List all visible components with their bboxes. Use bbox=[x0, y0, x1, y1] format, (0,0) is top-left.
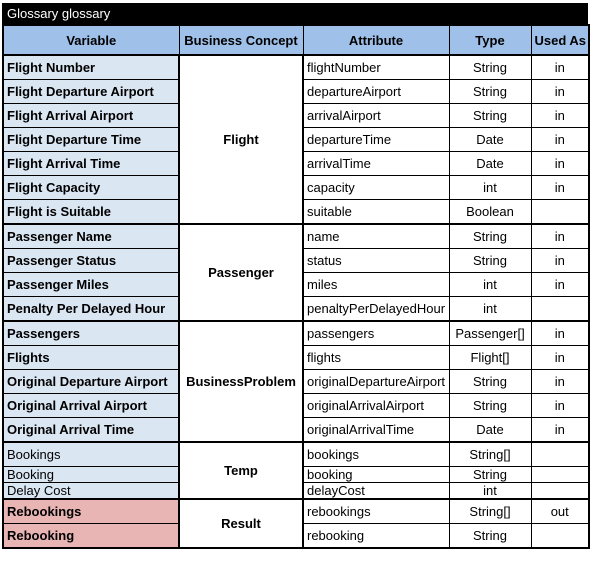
attribute-cell: rebookings bbox=[303, 499, 449, 524]
business-concept-cell: Flight bbox=[179, 55, 303, 224]
type-cell: int bbox=[449, 176, 531, 200]
header-row bbox=[3, 25, 589, 55]
table-row bbox=[3, 499, 589, 524]
variable-cell: Rebookings bbox=[3, 499, 179, 524]
attribute-cell: penaltyPerDelayedHour bbox=[303, 297, 449, 322]
glossary-table bbox=[2, 24, 590, 549]
type-cell: int bbox=[449, 297, 531, 322]
variable-cell: Passenger Miles bbox=[3, 273, 179, 297]
business-concept-cell: BusinessProblem bbox=[179, 321, 303, 442]
variable-cell: Flight Capacity bbox=[3, 176, 179, 200]
attribute-cell: rebooking bbox=[303, 524, 449, 549]
glossary-sheet bbox=[2, 3, 588, 549]
attribute-cell: bookings bbox=[303, 442, 449, 467]
used-as-cell: in bbox=[531, 321, 589, 346]
variable-cell: Penalty Per Delayed Hour bbox=[3, 297, 179, 322]
used-as-cell bbox=[531, 483, 589, 500]
variable-cell: Delay Cost bbox=[3, 483, 179, 500]
glossary-body bbox=[3, 55, 589, 548]
type-cell: String bbox=[449, 80, 531, 104]
variable-cell: Booking bbox=[3, 467, 179, 483]
variable-cell: Original Departure Airport bbox=[3, 370, 179, 394]
header-used-as: Used As bbox=[531, 25, 589, 55]
variable-cell: Flight Departure Time bbox=[3, 128, 179, 152]
variable-cell: Original Arrival Airport bbox=[3, 394, 179, 418]
header-attribute: Attribute bbox=[303, 25, 449, 55]
type-cell: String bbox=[449, 524, 531, 549]
type-cell: String bbox=[449, 224, 531, 249]
business-concept-cell: Passenger bbox=[179, 224, 303, 321]
variable-cell: Original Arrival Time bbox=[3, 418, 179, 443]
attribute-cell: departureAirport bbox=[303, 80, 449, 104]
attribute-cell: passengers bbox=[303, 321, 449, 346]
used-as-cell: in bbox=[531, 224, 589, 249]
used-as-cell: in bbox=[531, 104, 589, 128]
variable-cell: Bookings bbox=[3, 442, 179, 467]
used-as-cell bbox=[531, 297, 589, 322]
type-cell: String bbox=[449, 394, 531, 418]
used-as-cell bbox=[531, 442, 589, 467]
attribute-cell: arrivalTime bbox=[303, 152, 449, 176]
variable-cell: Passenger Name bbox=[3, 224, 179, 249]
type-cell: String[] bbox=[449, 499, 531, 524]
business-concept-cell: Result bbox=[179, 499, 303, 548]
attribute-cell: status bbox=[303, 249, 449, 273]
type-cell: String bbox=[449, 467, 531, 483]
used-as-cell: in bbox=[531, 152, 589, 176]
attribute-cell: name bbox=[303, 224, 449, 249]
used-as-cell: in bbox=[531, 128, 589, 152]
sheet-title: Glossary glossary bbox=[2, 3, 588, 24]
used-as-cell: in bbox=[531, 346, 589, 370]
type-cell: Date bbox=[449, 128, 531, 152]
type-cell: Date bbox=[449, 152, 531, 176]
variable-cell: Rebooking bbox=[3, 524, 179, 549]
header-variable: Variable bbox=[3, 25, 179, 55]
used-as-cell: in bbox=[531, 249, 589, 273]
type-cell: String[] bbox=[449, 442, 531, 467]
variable-cell: Flight Number bbox=[3, 55, 179, 80]
used-as-cell bbox=[531, 524, 589, 549]
variable-cell: Flight Arrival Time bbox=[3, 152, 179, 176]
attribute-cell: suitable bbox=[303, 200, 449, 225]
attribute-cell: capacity bbox=[303, 176, 449, 200]
attribute-cell: departureTime bbox=[303, 128, 449, 152]
attribute-cell: delayCost bbox=[303, 483, 449, 500]
header-business-concept: Business Concept bbox=[179, 25, 303, 55]
attribute-cell: booking bbox=[303, 467, 449, 483]
used-as-cell: in bbox=[531, 394, 589, 418]
used-as-cell: in bbox=[531, 80, 589, 104]
used-as-cell bbox=[531, 200, 589, 225]
used-as-cell: in bbox=[531, 370, 589, 394]
type-cell: int bbox=[449, 483, 531, 500]
table-row bbox=[3, 321, 589, 346]
type-cell: String bbox=[449, 104, 531, 128]
type-cell: String bbox=[449, 55, 531, 80]
table-row bbox=[3, 442, 589, 467]
variable-cell: Passenger Status bbox=[3, 249, 179, 273]
variable-cell: Passengers bbox=[3, 321, 179, 346]
used-as-cell: in bbox=[531, 176, 589, 200]
type-cell: Passenger[] bbox=[449, 321, 531, 346]
attribute-cell: originalArrivalTime bbox=[303, 418, 449, 443]
used-as-cell: out bbox=[531, 499, 589, 524]
attribute-cell: originalDepartureAirport bbox=[303, 370, 449, 394]
type-cell: Boolean bbox=[449, 200, 531, 225]
variable-cell: Flight Departure Airport bbox=[3, 80, 179, 104]
used-as-cell: in bbox=[531, 273, 589, 297]
type-cell: String bbox=[449, 249, 531, 273]
type-cell: Flight[] bbox=[449, 346, 531, 370]
used-as-cell: in bbox=[531, 55, 589, 80]
attribute-cell: flightNumber bbox=[303, 55, 449, 80]
table-row bbox=[3, 55, 589, 80]
table-row bbox=[3, 224, 589, 249]
used-as-cell bbox=[531, 467, 589, 483]
attribute-cell: arrivalAirport bbox=[303, 104, 449, 128]
variable-cell: Flight is Suitable bbox=[3, 200, 179, 225]
used-as-cell: in bbox=[531, 418, 589, 443]
business-concept-cell: Temp bbox=[179, 442, 303, 499]
variable-cell: Flight Arrival Airport bbox=[3, 104, 179, 128]
header-type: Type bbox=[449, 25, 531, 55]
type-cell: Date bbox=[449, 418, 531, 443]
attribute-cell: originalArrivalAirport bbox=[303, 394, 449, 418]
type-cell: int bbox=[449, 273, 531, 297]
type-cell: String bbox=[449, 370, 531, 394]
variable-cell: Flights bbox=[3, 346, 179, 370]
attribute-cell: flights bbox=[303, 346, 449, 370]
attribute-cell: miles bbox=[303, 273, 449, 297]
